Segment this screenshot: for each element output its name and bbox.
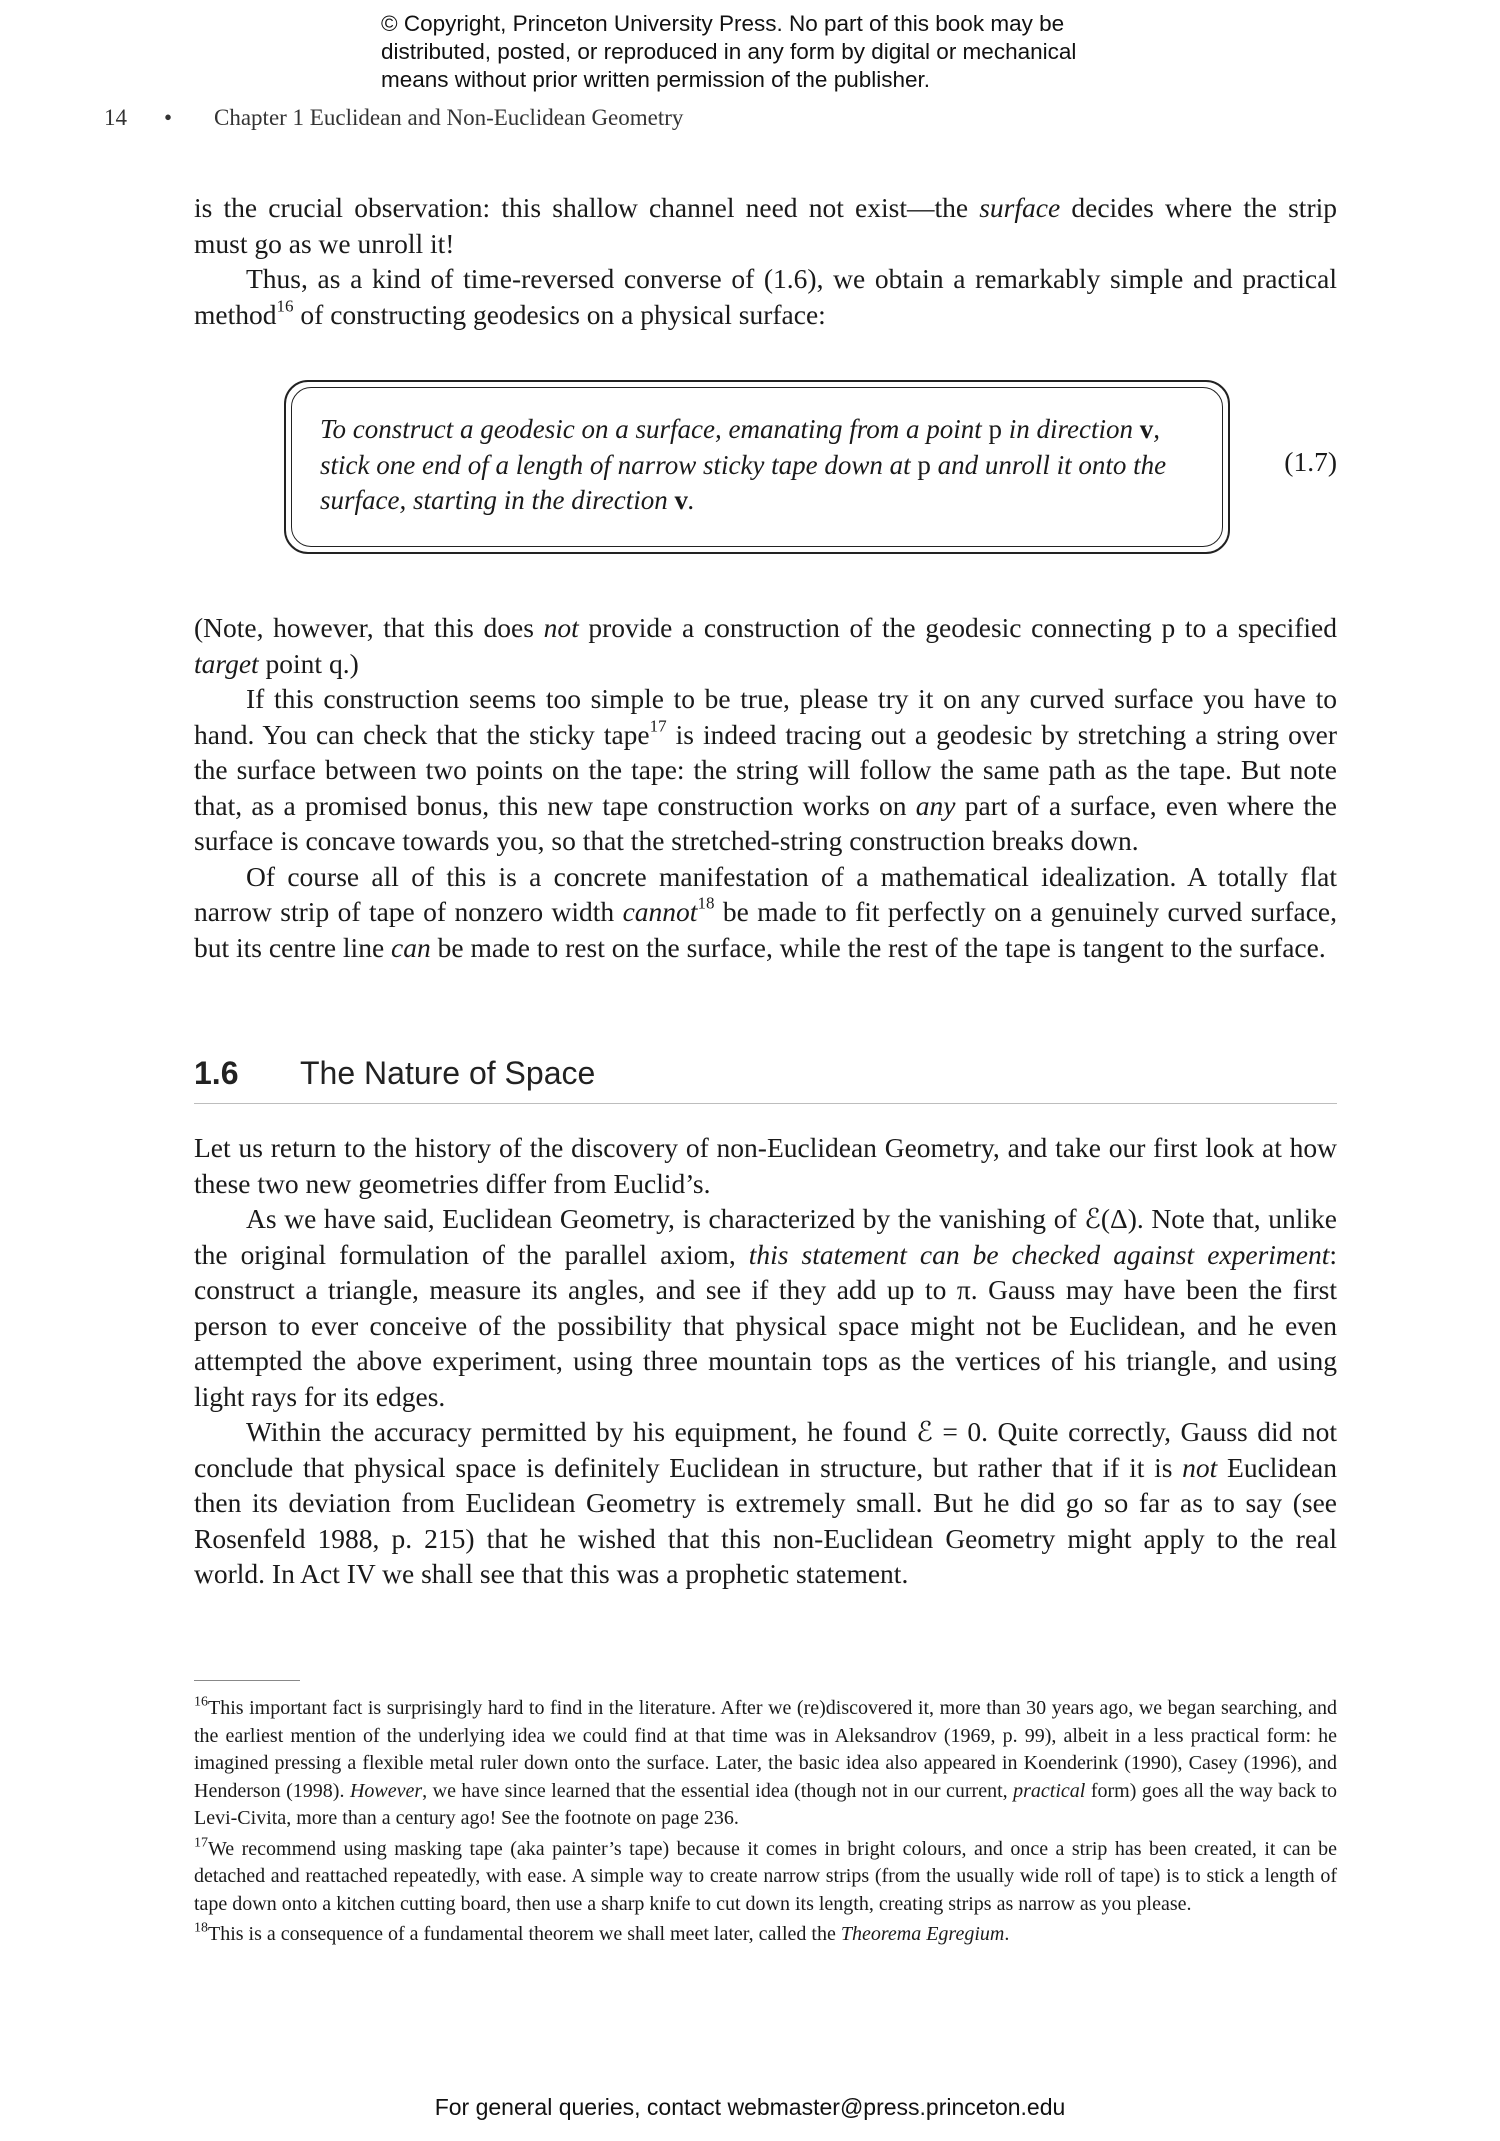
footnote-ref-16[interactable]: 16 <box>276 296 294 316</box>
section-title: The Nature of Space <box>300 1055 596 1091</box>
text-run: Euclidean then its deviation from Euclidean Geometry is extremely small. But he did go so far as to say (see Rosenfeld 1988, p. 215) that he wished that this non-Euclidean Geometry might apply to the real world. In Act IV we shall see that this was a prophetic statement. <box>194 1451 1337 1589</box>
paragraph <box>194 190 1337 261</box>
text-run: This is a consequence of a fundamental theorem we shall meet later, called the <box>208 1923 841 1945</box>
text-run: is the crucial observation: this shallow channel need not exist—the <box>194 192 980 223</box>
text-run: to a specified <box>1175 612 1337 643</box>
text-run: practical <box>1013 1779 1086 1802</box>
footnote-16 <box>194 1695 1337 1833</box>
boxed-statement <box>284 380 1337 558</box>
footnote-marker: 16 <box>194 1694 208 1710</box>
text-run: be made to rest on the surface, while the rest of the tape is tangent to the surface. <box>430 931 1326 963</box>
footnote-18 <box>194 1921 1337 1949</box>
text-run: provide a construction of the geodesic connecting <box>578 612 1162 643</box>
text-run: target <box>194 647 259 679</box>
text-run: To construct a geodesic on a surface, emanating from a point <box>320 414 989 444</box>
text-run: As we have said, Euclidean Geometry, is characterized by the vanishing of ℰ(Δ). Note that, unlike the original formulation of the parallel axiom, <box>194 1203 1337 1270</box>
text-run: form) goes all the way back to Levi-Civita, more than a century ago! See the footnote on page 236. <box>194 1779 1337 1829</box>
text-run: not <box>543 612 579 643</box>
section-heading <box>194 1053 1337 1104</box>
contact-footer: For general queries, contact webmaster@press.princeton.edu <box>434 2094 1066 2120</box>
text-run: Within the accuracy permitted by his equipment, he found ℰ = 0. Quite correctly, Gauss did not conclude that physical space is definitely Euclidean in structure, but rather that if it is <box>194 1416 1337 1483</box>
copyright-line: © Copyright, Princeton University Press. No part of this book may be <box>381 11 1065 36</box>
math-symbol: q <box>328 647 343 679</box>
text-run: , we have since learned that the essential idea (though not in our current, <box>422 1779 1014 1802</box>
text-run: in direction <box>1001 414 1140 444</box>
math-symbol: p <box>988 414 1002 444</box>
paragraph <box>194 261 1337 332</box>
text-run: However <box>349 1779 423 1802</box>
bullet-separator: • <box>164 105 173 130</box>
text-run: and unroll it onto the surface, starting in the direction <box>320 449 1167 515</box>
text-run: is indeed tracing out a geodesic by stretching a string over the surface between two points on the tape: the string will follow the same path as the tape. But note that, as a promised bonus, this new tape construction works on <box>194 718 1338 821</box>
box-frame <box>284 380 1230 554</box>
paragraph <box>194 859 1337 966</box>
text-run: of constructing geodesics on a physical surface: <box>293 298 826 330</box>
text-run: cannot <box>622 896 698 927</box>
running-head <box>104 105 683 131</box>
math-symbol: p <box>917 449 931 480</box>
text-run: any <box>915 789 956 821</box>
footnote-divider <box>194 1680 300 1681</box>
text-run: : construct a triangle, measure its angles, and see if they add up to π. Gauss may have been the first person to ever conceive of the possibility that physical space might not be Euclidean, and he even attempted the above experiment, using three mountain tops as the vertices of his triangle, and using light rays for its edges. <box>194 1238 1338 1412</box>
text-run: This important fact is surprisingly hard to find in the literature. After we (re)discovered it, more than 30 years ago, we began searching, and the earliest mention of the underlying idea we could find at that time was in Aleksandrov (1969, p. 99), albeit in a less practical form: he imagined pressing a flexible metal ruler down onto the surface. Later, the basic idea also appeared in Koenderink (1990), Casey (1996), and Henderson (1998). <box>194 1697 1337 1802</box>
paragraph <box>194 1414 1337 1592</box>
boxed-statement-text <box>320 412 1186 519</box>
paragraph <box>194 1201 1337 1414</box>
text-run: surface <box>979 192 1061 223</box>
page-number: 14 <box>104 105 127 130</box>
footnote-marker: 17 <box>194 1835 208 1851</box>
math-vector: v <box>674 485 688 515</box>
math-symbol: p <box>1161 612 1176 643</box>
text-run: decides where the strip must go as we unroll it! <box>194 192 1337 259</box>
footnote-17 <box>194 1836 1337 1919</box>
footnotes <box>194 1695 1337 1952</box>
footnote-marker: 18 <box>194 1920 208 1936</box>
footnote-ref-18[interactable]: 18 <box>697 893 715 913</box>
text-run: We recommend using masking tape (aka painter’s tape) because it comes in bright colours, and once a strip has been created, it can be detached and reattached repeatedly, with ease. A simple way to create narrow strips (from the usually wide roll of tape) is to stick a length of tape down onto a kitchen cutting board, then use a sharp knife to cut down its length, creating strips as narrow as you please. <box>194 1837 1337 1915</box>
text-run: , stick one end of a length of narrow sticky tape down at <box>320 414 1160 480</box>
main-text <box>194 190 1337 1592</box>
section-number: 1.6 <box>194 1055 239 1091</box>
text-run: part of a surface, even where the surface is concave towards you, so that the stretched-string construction breaks down. <box>194 789 1337 856</box>
paragraph <box>194 610 1337 681</box>
paragraph: Let us return to the history of the discovery of non-Euclidean Geometry, and take our first look at how these two new geometries differ from Euclid’s. <box>194 1132 1337 1199</box>
text-run: Theorema Egregium <box>840 1923 1005 1945</box>
text-run: If this construction seems too simple to be true, please try it on any curved surface you have to hand. You can check that the sticky tape <box>194 683 1337 750</box>
text-run: point <box>258 647 329 679</box>
chapter-title: Chapter 1 Euclidean and Non-Euclidean Geometry <box>214 105 684 130</box>
math-vector: v <box>1139 414 1154 444</box>
text-run: can <box>391 931 431 963</box>
text-run: Thus, as a kind of time-reversed converse of (1.6), we obtain a remarkably simple and practical method <box>194 263 1337 330</box>
text-run: be made to fit perfectly on a genuinely curved surface, but its centre line <box>194 896 1337 963</box>
text-run: (Note, however, that this does <box>194 612 544 643</box>
copyright-line: means without prior written permission of the publisher. <box>381 67 931 92</box>
copyright-line: distributed, posted, or reproduced in any form by digital or mechanical <box>381 39 1077 64</box>
text-run: not <box>1182 1451 1218 1483</box>
text-run: Of course all of this is a concrete manifestation of a mathematical idealization. A totally flat narrow strip of tape of nonzero width <box>194 860 1337 927</box>
text-run: .) <box>342 647 359 679</box>
text-run: this statement can be checked against experiment <box>748 1238 1330 1270</box>
copyright-notice <box>381 10 1201 94</box>
equation-number: (1.7) <box>1284 446 1337 477</box>
paragraph <box>194 681 1337 859</box>
text-run: . <box>687 485 695 515</box>
section-body <box>194 1130 1337 1592</box>
footnote-ref-17[interactable]: 17 <box>649 716 667 736</box>
text-run: . <box>1004 1923 1010 1945</box>
